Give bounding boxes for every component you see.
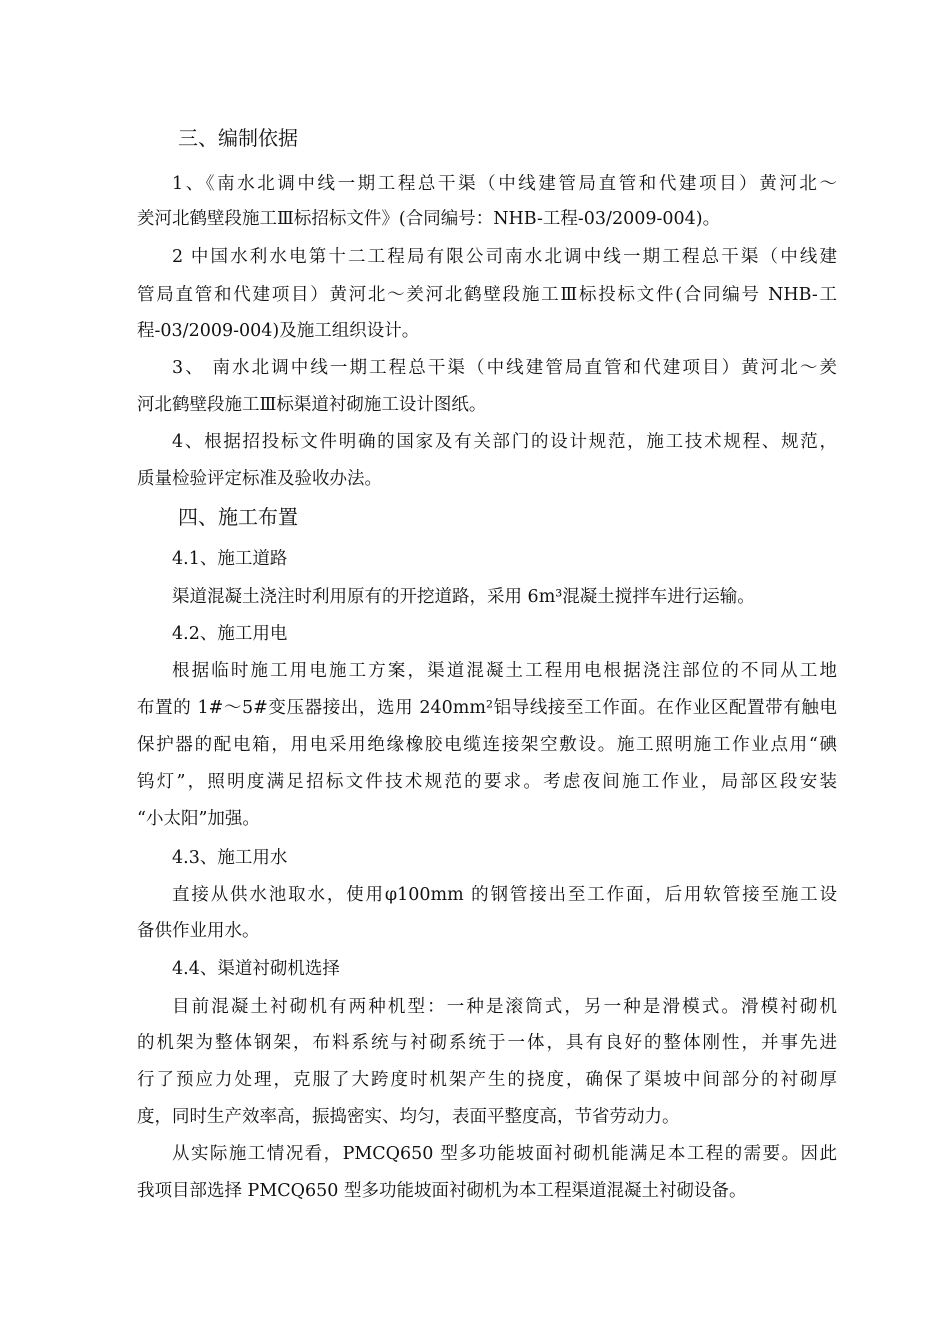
text-line: 目前混凝土衬砌机有两种机型：一种是滚筒式，另一种是滑模式。滑模衬砌机 <box>172 997 837 1017</box>
section-heading: 三、编制依据 <box>178 126 298 150</box>
text-line: 布置的 1#～5#变压器接出，选用 240mm²铝导线接至工作面。在作业区配置带有触电 <box>137 698 837 718</box>
text-line: 我项目部选择 PMCQ650 型多功能坡面衬砌机为本工程渠道混凝土衬砌设备。 <box>137 1181 747 1201</box>
text-line: “小太阳”加强。 <box>137 809 260 829</box>
text-line: 备供作业用水。 <box>137 921 260 941</box>
text-line: 4.4、渠道衬砌机选择 <box>172 959 340 979</box>
text-line: 管局直管和代建项目）黄河北～羑河北鹤壁段施工Ⅲ标投标文件(合同编号 NHB-工 <box>137 285 837 305</box>
text-line: 羑河北鹤壁段施工Ⅲ标招标文件》(合同编号：NHB-工程-03/2009-004)。 <box>137 209 721 229</box>
text-line: 质量检验评定标准及验收办法。 <box>137 469 382 489</box>
text-line: 2 中国水利水电第十二工程局有限公司南水北调中线一期工程总干渠（中线建 <box>172 247 837 267</box>
text-line: 4.2、施工用电 <box>172 624 288 644</box>
text-line: 钨灯”，照明度满足招标文件技术规范的要求。考虑夜间施工作业，局部区段安装 <box>137 772 837 792</box>
text-line: 直接从供水池取水，使用φ100mm 的钢管接出至工作面，后用软管接至施工设 <box>172 885 837 905</box>
text-line: 保护器的配电箱，用电采用绝缘橡胶电缆连接架空敷设。施工照明施工作业点用“碘 <box>137 735 837 755</box>
text-line: 度，同时生产效率高，振捣密实、均匀，表面平整度高，节省劳动力。 <box>137 1107 680 1127</box>
section-heading: 四、施工布置 <box>178 505 298 529</box>
text-line: 根据临时施工用电施工方案，渠道混凝土工程用电根据浇注部位的不同从工地 <box>172 661 837 681</box>
text-line: 4.1、施工道路 <box>172 549 288 569</box>
text-line: 4.3、施工用水 <box>172 848 288 868</box>
text-line: 4、根据招投标文件明确的国家及有关部门的设计规范，施工技术规程、规范， <box>172 432 837 452</box>
text-line: 程-03/2009-004)及施工组织设计。 <box>137 321 420 341</box>
text-line: 3、 南水北调中线一期工程总干渠（中线建管局直管和代建项目）黄河北～羑 <box>172 358 837 378</box>
text-line: 从实际施工情况看，PMCQ650 型多功能坡面衬砌机能满足本工程的需要。因此 <box>172 1144 837 1164</box>
text-line: 河北鹤壁段施工Ⅲ标渠道衬砌施工设计图纸。 <box>137 395 487 415</box>
text-line: 的机架为整体钢架，布料系统与衬砌系统于一体，具有良好的整体刚性，并事先进 <box>137 1033 837 1053</box>
text-line: 渠道混凝土浇注时利用原有的开挖道路，采用 6m³混凝土搅拌车进行运输。 <box>172 587 755 607</box>
text-line: 行了预应力处理，克服了大跨度时机架产生的挠度，确保了渠坡中间部分的衬砌厚 <box>137 1070 837 1090</box>
text-line: 1、《南水北调中线一期工程总干渠（中线建管局直管和代建项目）黄河北～ <box>172 174 837 194</box>
